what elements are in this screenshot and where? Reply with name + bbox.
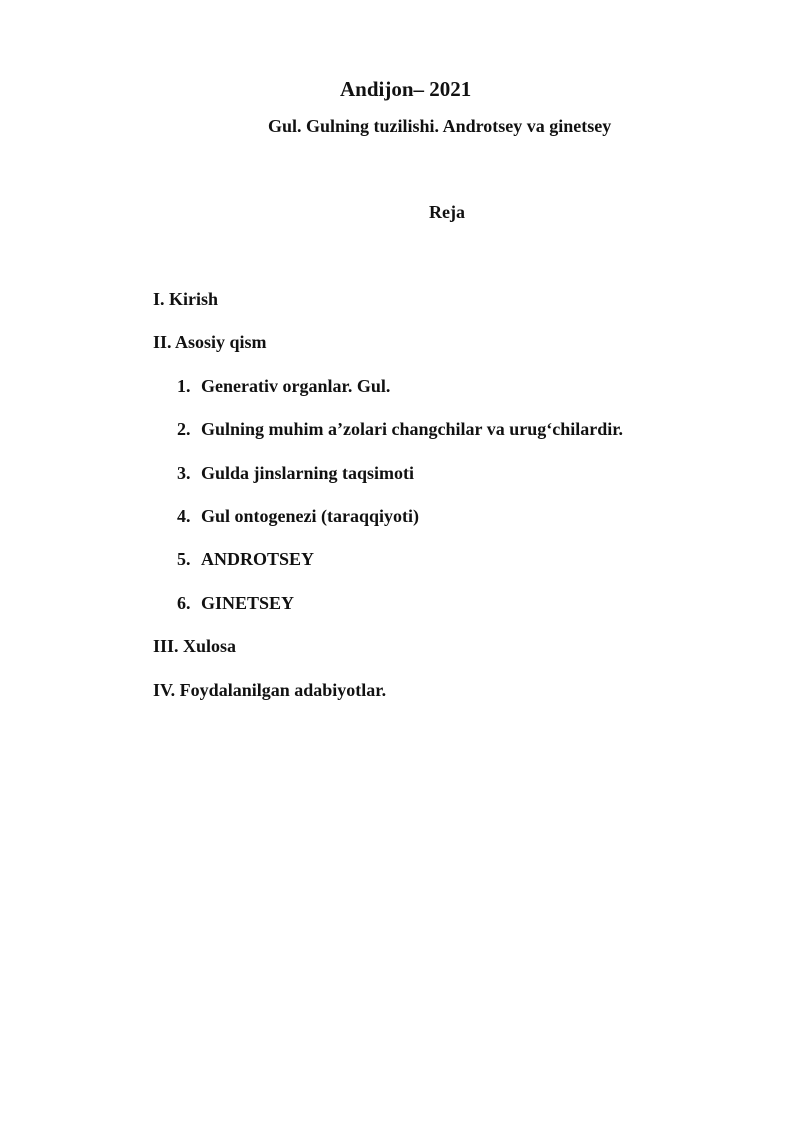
plan-subitem-label: ANDROTSEY (201, 549, 315, 570)
plan-item-intro (153, 287, 623, 330)
plan-subitem (153, 591, 623, 634)
plan-subitem (153, 374, 623, 417)
plan-item-conclusion (153, 634, 623, 677)
plan-subitem (153, 547, 623, 590)
plan-item-label: II. Asosiy qism (153, 332, 267, 353)
plan-subitem-number: 4. (177, 505, 191, 526)
plan-heading: Reja (429, 202, 465, 222)
plan-subitem-number: 3. (177, 462, 191, 483)
plan-item-label: III. Xulosa (153, 636, 237, 657)
document-title: Gul. Gulning tuzilishi. Androtsey va ginetsey (268, 116, 612, 136)
plan-subitem (153, 417, 623, 460)
city-year: Andijon– 2021 (340, 77, 472, 101)
plan-subitem-label: Gul ontogenezi (taraqqiyoti) (201, 505, 419, 526)
plan-subitem (153, 461, 623, 504)
plan-subitem-number: 5. (177, 549, 191, 570)
plan-subitem-number: 6. (177, 592, 191, 613)
plan-subitem-number: 1. (177, 375, 191, 396)
plan-item-label: IV. Foydalanilgan adabiyotlar. (153, 679, 387, 700)
plan-subitem-label: Generativ organlar. Gul. (201, 375, 391, 396)
plan-subitem-label: Gulning muhim a’zolari changchilar va urug‘chilardir. (201, 419, 624, 440)
plan-subitem-label: GINETSEY (201, 592, 295, 613)
plan-subitem (153, 504, 623, 547)
plan-item-references (153, 678, 623, 721)
plan-subitem-label: Gulda jinslarning taqsimoti (201, 462, 415, 483)
plan-outline (153, 287, 623, 721)
plan-item-main-part (153, 330, 623, 373)
plan-subitem-number: 2. (177, 419, 191, 440)
plan-item-label: I. Kirish (153, 289, 219, 309)
